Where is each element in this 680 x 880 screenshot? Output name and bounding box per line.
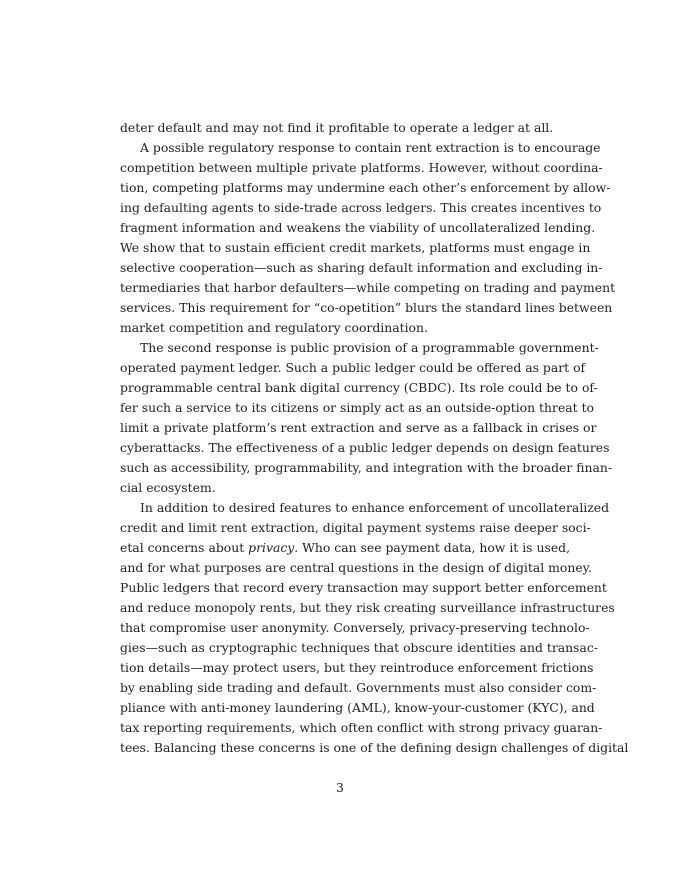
text-line: credit and limit rent extraction, digital payment systems raise deeper soci-: [120, 520, 591, 535]
text-line: competition between multiple private platforms. However, without coordina-: [120, 160, 603, 175]
text-line: programmable central bank digital currency (CBDC). Its role could be to of-: [120, 380, 598, 395]
text-line: and for what purposes are central questions in the design of digital money.: [120, 560, 592, 575]
text-line: fragment information and weakens the viability of uncollateralized lending.: [120, 220, 596, 235]
text-line: termediaries that harbor defaulters—while competing on trading and payment: [120, 280, 616, 295]
text-line: limit a private platform’s rent extraction and serve as a fallback in crises or: [120, 420, 597, 435]
text-line: Public ledgers that record every transaction may support better enforcement: [120, 580, 607, 595]
text-line: services. This requirement for “co-opetition” blurs the standard lines between: [120, 300, 613, 315]
text-line: The second response is public provision of a programmable government-: [140, 340, 599, 355]
emphasis: privacy: [248, 540, 295, 555]
text-line: tax reporting requirements, which often conflict with strong privacy guaran-: [120, 720, 603, 735]
text-line: market competition and regulatory coordination.: [120, 320, 428, 335]
paragraph: [120, 118, 560, 138]
text-line: In addition to desired features to enhance enforcement of uncollateralized: [140, 500, 610, 515]
text-line: selective cooperation—such as sharing default information and excluding in-: [120, 260, 603, 275]
text-line: We show that to sustain efficient credit markets, platforms must engage in: [120, 240, 591, 255]
page-body: [120, 118, 629, 758]
text-line: tion details—may protect users, but they reintroduce enforcement frictions: [120, 660, 594, 675]
text-line: cyberattacks. The effectiveness of a public ledger depends on design features: [120, 440, 610, 455]
text-line: deter default and may not find it profitable to operate a ledger at all.: [120, 120, 554, 135]
paragraph: [120, 138, 616, 338]
text-line: gies—such as cryptographic techniques that obscure identities and transac-: [120, 640, 599, 655]
text-line: cial ecosystem.: [120, 480, 216, 495]
text-line: such as accessibility, programmability, and integration with the broader finan-: [120, 460, 613, 475]
text-line: that compromise user anonymity. Conversely, privacy-preserving technolo-: [120, 620, 590, 635]
text-line: etal concerns about privacy. Who can see payment data, how it is used,: [120, 540, 571, 555]
text-line: fer such a service to its citizens or simply act as an outside-option threat to: [120, 400, 595, 415]
text-line: by enabling side trading and default. Governments must also consider com-: [120, 680, 597, 695]
page-number: 3: [336, 780, 344, 795]
text-line: and reduce monopoly rents, but they risk creating surveillance infrastructures: [120, 600, 615, 615]
text-line: ing defaulting agents to side-trade across ledgers. This creates incentives to: [120, 200, 602, 215]
text-line: pliance with anti-money laundering (AML), know-your-customer (KYC), and: [120, 700, 595, 715]
paragraph: [120, 338, 613, 498]
paragraph: [120, 498, 629, 758]
text-line: tees. Balancing these concerns is one of the defining design challenges of digital: [120, 740, 629, 755]
text-line: operated payment ledger. Such a public ledger could be offered as part of: [120, 360, 586, 375]
text-line: tion, competing platforms may undermine each other’s enforcement by allow-: [120, 180, 611, 195]
text-line: A possible regulatory response to contain rent extraction is to encourage: [140, 140, 601, 155]
